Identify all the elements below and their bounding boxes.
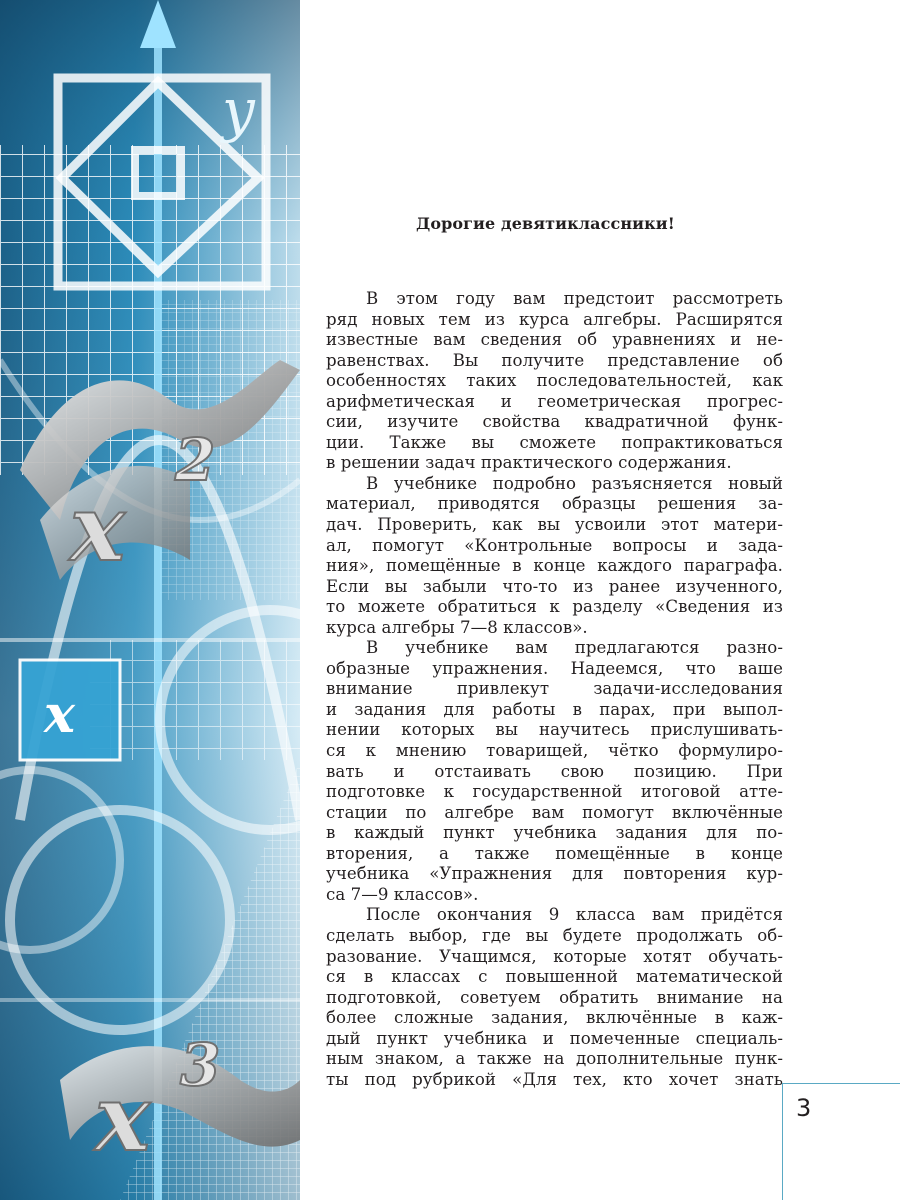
text-line: ряд новых тем из курса алгебры. Расширятся xyxy=(326,309,783,329)
text-line: подготовкой, советуем обратить внимание на xyxy=(326,987,783,1007)
text-line: в каждый пункт учебника задания для по- xyxy=(326,823,783,843)
text-line: После окончания 9 класса вам придётся xyxy=(366,905,783,925)
text-line: то можете обратиться к разделу «Сведения из xyxy=(326,597,783,617)
body-text xyxy=(326,289,783,1090)
text-line: дач. Проверить, как вы усвоили этот матери- xyxy=(326,515,783,535)
text-line: курса алгебры 7—8 классов». xyxy=(326,617,588,637)
svg-text:x: x xyxy=(44,684,76,745)
svg-text:x: x xyxy=(95,1064,150,1172)
text-line: В этом году вам предстоит рассмотреть xyxy=(366,289,783,308)
text-line: В учебнике вам предлагаются разно- xyxy=(366,638,783,658)
text-line: материал, приводятся образцы решения за- xyxy=(326,494,783,514)
text-line: внимание привлекут задачи-исследования xyxy=(326,679,783,699)
text-line: са 7—9 классов». xyxy=(326,884,479,904)
text-line: нении которых вы научитесь прислушивать- xyxy=(326,720,783,740)
text-line: сии, изучите свойства квадратичной функ- xyxy=(326,412,783,432)
text-line: подготовке к государственной итоговой атте- xyxy=(326,782,783,802)
text-line: ным знаком, а также на дополнительные пунк- xyxy=(326,1049,783,1069)
text-line: ся к мнению товарищей, чётко формулиро- xyxy=(326,741,783,761)
text-line: учебника «Упражнения для повторения кур- xyxy=(326,864,783,884)
text-line: ал, помогут «Контрольные вопросы и зада- xyxy=(326,535,783,555)
svg-text:3: 3 xyxy=(180,1031,221,1099)
text-line: ся в классах с повышенной математической xyxy=(326,967,783,987)
text-line: вторения, а также помещённые в конце xyxy=(326,843,783,863)
text-line: ты под рубрикой «Для тех, кто хочет знать xyxy=(326,1069,783,1089)
text-line: ния», помещённые в конце каждого параграфа. xyxy=(326,556,783,576)
text-line: и задания для работы в парах, при выпол- xyxy=(326,699,783,719)
math-decoration-illustration xyxy=(0,0,300,1200)
svg-text:x: x xyxy=(70,474,125,582)
text-line: ции. Также вы сможете попрактиковаться xyxy=(326,432,783,452)
svg-text:2: 2 xyxy=(175,426,216,494)
text-line: образные упражнения. Надеемся, что ваше xyxy=(326,658,783,678)
text-line: разование. Учащимся, которые хотят обучать- xyxy=(326,946,783,966)
page-title: Дорогие девятиклассники! xyxy=(416,214,675,233)
svg-text:y: y xyxy=(222,76,255,144)
text-line: более сложные задания, включённые в каж- xyxy=(326,1008,783,1028)
text-line: Если вы забыли что-то из ранее изученного, xyxy=(326,576,783,596)
text-line: вать и отстаивать свою позицию. При xyxy=(326,761,783,781)
text-line: равенствах. Вы получите представление об xyxy=(326,350,783,370)
text-line: стации по алгебре вам помогут включённые xyxy=(326,802,783,822)
text-line: дый пункт учебника и помеченные специаль- xyxy=(326,1028,783,1048)
text-line: известные вам сведения об уравнениях и не- xyxy=(326,330,783,350)
text-line: в решении задач практического содержания. xyxy=(326,453,732,473)
text-line: сделать выбор, где вы будете продолжать об- xyxy=(326,925,783,945)
text-line: арифметическая и геометрическая прогрес- xyxy=(326,391,783,411)
page-number: 3 xyxy=(796,1094,812,1122)
text-line: В учебнике подробно разъясняется новый xyxy=(366,473,783,493)
text-line: особенностях таких последовательностей, как xyxy=(326,371,783,391)
